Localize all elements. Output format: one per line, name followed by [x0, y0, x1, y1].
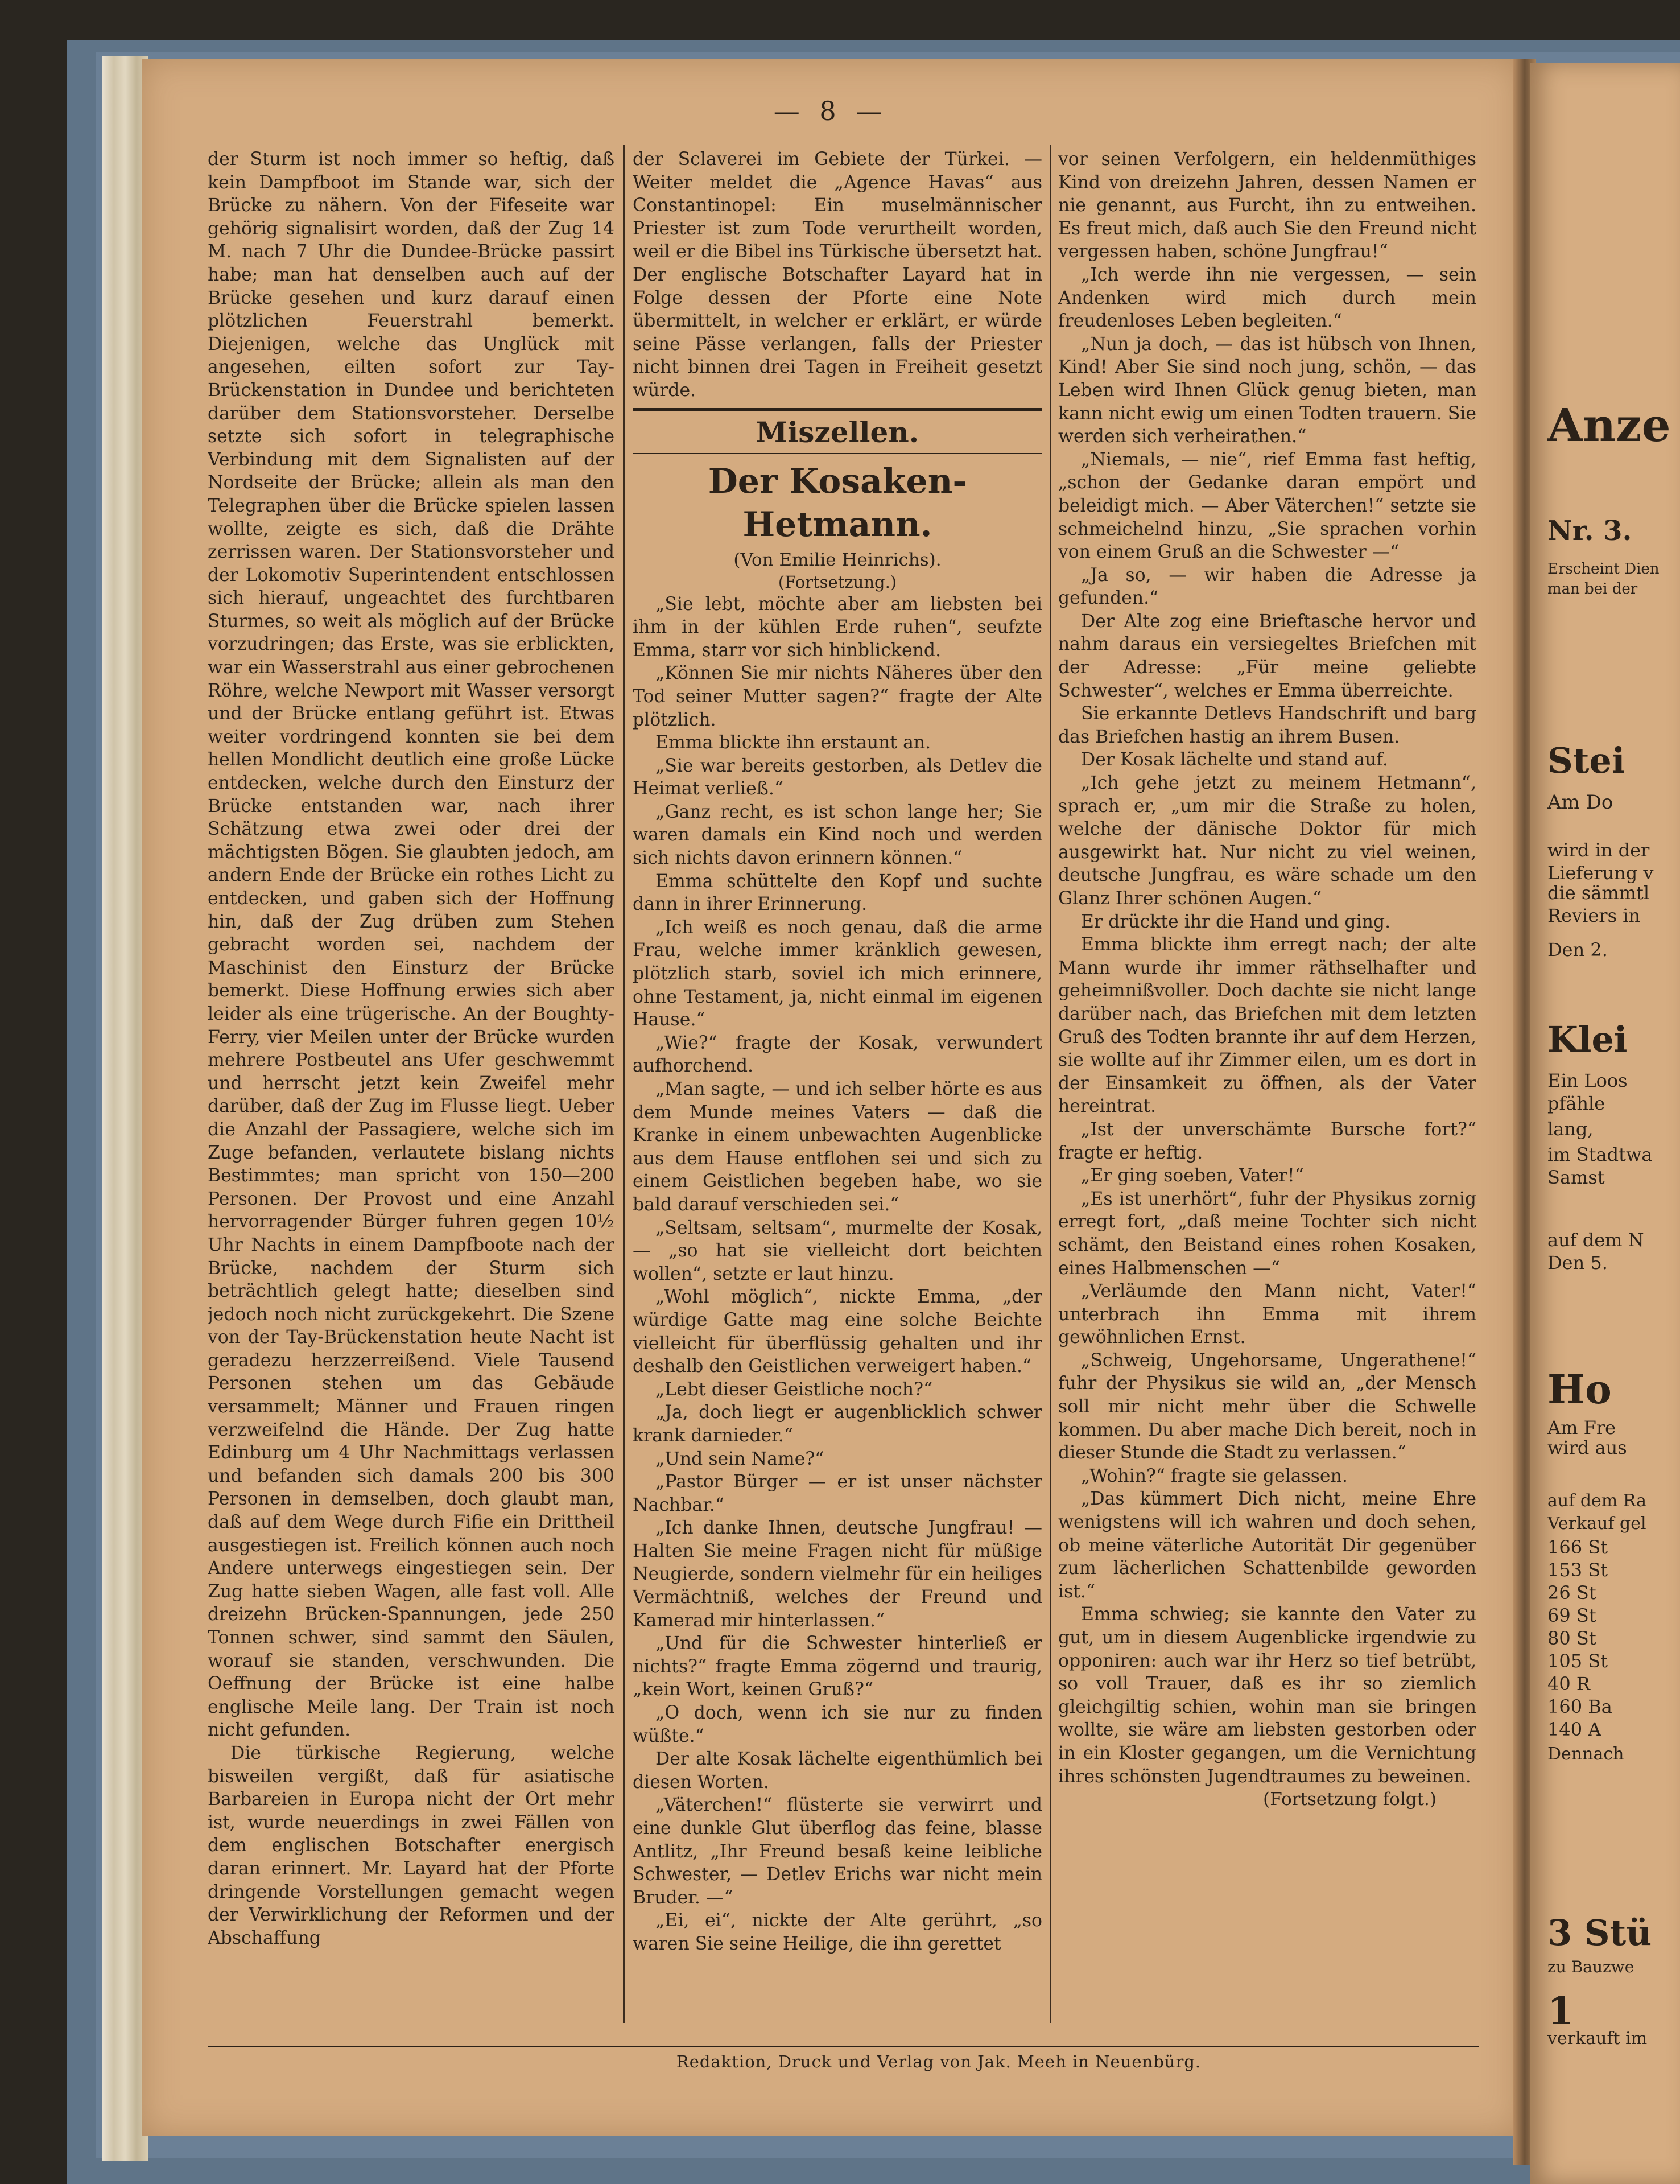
story-paragraph: vor seinen Verfolgern, ein heldenmüthiges Kind von dreizehn Jahren, dessen Namen er nie genannt, aus Furcht, ihn zu entweihen. Es freut mich, daß auch Sie den Freund nicht vergessen haben, schöne Jungfrau!“ [1058, 149, 1476, 262]
continued-note: (Fortsetzung folgt.) [1263, 1789, 1437, 1810]
facing-page-line: 69 St [1547, 1605, 1596, 1626]
footer-rule [208, 2046, 1479, 2047]
facing-page-line: Nr. 3. [1547, 515, 1632, 547]
facing-page-line: 26 St [1547, 1582, 1596, 1604]
story-paragraph: Emma blickte ihn erstaunt an. [655, 732, 931, 753]
story-continuation-note: (Fortsetzung.) [778, 572, 897, 592]
story-paragraph: „Ei, ei“, nickte der Alte gerührt, „so waren Sie seine Heilige, die ihn gerettet [633, 1910, 1042, 1954]
section-heading: Miszellen. [756, 415, 919, 449]
facing-page-line: Stei [1547, 740, 1625, 781]
facing-page-line: man bei der [1547, 580, 1638, 597]
facing-page-line: 153 St [1547, 1559, 1608, 1581]
facing-page-line: im Stadtwa [1547, 1144, 1653, 1165]
facing-page-line: Samst [1547, 1167, 1605, 1188]
story-paragraph: „Verläumde den Mann nicht, Vater!“ unterbrach ihn Emma mit ihrem gewöhnlichen Ernst. [1058, 1281, 1476, 1348]
facing-page-line: Am Fre [1547, 1417, 1616, 1439]
story-paragraph: Emma blickte ihm erregt nach; der alte Mann wurde ihr immer räthselhafter und geheimnißvoller. Doch dachte sie nicht lange darüber nach, das Briefchen mit dem letzten Gruß des Todten brannte ihr auf dem Herzen, sie wollte auf ihr Zimmer eilen, um es dort in der Einsamkeit zu öffnen, als der Vater hereintrat. [1058, 934, 1476, 1117]
story-paragraph: „Schweig, Ungehorsame, Ungerathene!“ fuhr der Physikus sie wild an, „der Mensch soll mir nicht mehr über die Schwelle kommen. Du aber mache Dich bereit, noch in dieser Stunde die Stadt zu verlassen.“ [1058, 1350, 1476, 1464]
facing-page-line: Anze [1547, 398, 1671, 452]
story-paragraph: „Wie?“ fragte der Kosak, verwundert aufhorchend. [633, 1032, 1042, 1077]
story-paragraph: „Das kümmert Dich nicht, meine Ehre wenigstens will ich wahren und doch sehen, ob meine väterliche Autorität Dir gegenüber zum lächerlichen Schattenbilde geworden ist.“ [1058, 1489, 1476, 1602]
facing-page-line: 80 St [1547, 1627, 1596, 1649]
story-paragraph: „Ich werde ihn nie vergessen, — sein Andenken wird mich durch mein freudenloses Leben begleiten.“ [1058, 264, 1476, 332]
story-paragraph: Der Kosak lächelte und stand auf. [1081, 749, 1388, 770]
story-paragraph: „Sie lebt, möchte aber am liebsten bei ihm in der kühlen Erde ruhen“, seufzte Emma, starr vor sich hinblickend. [633, 594, 1042, 661]
facing-page-line: 40 R [1547, 1673, 1590, 1695]
facing-page-line: 140 A [1547, 1719, 1601, 1740]
facing-page-line: 160 Ba [1547, 1696, 1612, 1717]
facing-page-line: Ein Loos [1547, 1070, 1628, 1091]
story-paragraph: „Ich gehe jetzt zu meinem Hetmann“, sprach er, „um mir die Straße zu holen, welche der dänische Doktor für mich ausgewirkt hat. Nur nicht zu viel weinen, deutsche Jungfrau, es wäre schade um den Glanz Ihrer schönen Augen.“ [1058, 773, 1476, 909]
facing-page-line: wird aus [1547, 1437, 1627, 1458]
facing-page-line: auf dem N [1547, 1229, 1644, 1251]
imprint-footer: Redaktion, Druck und Verlag von Jak. Meeh in Neuenbürg. [676, 2052, 1202, 2071]
story-paragraphs [633, 593, 1042, 1956]
facing-page-line: 105 St [1547, 1650, 1608, 1672]
story-paragraph: „Sie war bereits gestorben, als Detlev die Heimat verließ.“ [633, 755, 1042, 800]
story-paragraph: „Und für die Schwester hinterließ er nichts?“ fragte Emma zögernd und traurig, „kein Wort, keinen Gruß?“ [633, 1633, 1042, 1700]
article-continuation: der Sclaverei im Gebiete der Türkei. — Weiter meldet die „Agence Havas“ aus Constantinopel: Ein muselmännischer Priester ist zum Tode verurtheilt worden, weil er die Bibel ins Türkische übersetzt hat. Der englische Botschafter Layard hat in Folge dessen der Pforte eine Note übermittelt, in welcher er erklärt, er würde seine Pässe verlangen, falls der Priester nicht binnen drei Tagen in Freiheit gesetzt würde. [633, 149, 1042, 401]
story-paragraph: „Wohl möglich“, nickte Emma, „der würdige Gatte mag eine solche Beichte vielleicht für überflüssig gehalten und ihr deshalb den Geistlichen verweigert haben.“ [633, 1287, 1042, 1377]
story-paragraph: „Lebt dieser Geistliche noch?“ [655, 1379, 933, 1400]
article-turkish-government: Die türkische Regierung, welche bisweilen vergißt, daß für asiatische Barbareien in Europa nicht der Ort mehr ist, wurde neuerdings in zwei Fällen von dem englischen Botschafter energisch daran erinnert. Mr. Layard hat der Pforte dringende Vorstellungen gemacht wegen der Verwirklichung der Reformen und der Abschaffung [208, 1742, 614, 1948]
facing-page-line: Dennach [1547, 1744, 1624, 1764]
story-paragraph: „Wohin?“ fragte sie gelassen. [1081, 1465, 1348, 1486]
facing-page-line: verkauft im [1547, 2029, 1648, 2049]
column-2 [633, 148, 1042, 2060]
section-rule [633, 408, 1042, 411]
story-paragraph: Der alte Kosak lächelte eigenthümlich bei diesen Worten. [633, 1749, 1042, 1792]
facing-page-line: Verkauf gel [1547, 1514, 1646, 1534]
story-paragraph: „Man sagte, — und ich selber hörte es aus dem Munde meines Vaters — daß die Kranke in einem unbewachten Augenblicke aus dem Hause entflohen sei und sich zu einem Geistlichen begeben habe, wo sie bald darauf verschieden sei.“ [633, 1079, 1042, 1215]
story-paragraph: Er drückte ihr die Hand und ging. [1081, 911, 1391, 932]
column-1 [208, 148, 614, 2060]
facing-page-line: zu Bauzwe [1547, 1958, 1634, 1976]
story-paragraph: „Ich danke Ihnen, deutsche Jungfrau! — Halten Sie meine Fragen nicht für müßige Neugierde, sondern vielmehr für ein heiliges Vermächtniß, welches der Freund und Kamerad mir hinterlassen.“ [633, 1518, 1042, 1631]
facing-page-line: Den 5. [1547, 1252, 1608, 1274]
story-paragraph: „Ganz recht, es ist schon lange her; Sie waren damals ein Kind noch und werden sich nichts davon erinnern können.“ [633, 801, 1042, 869]
story-paragraph: „Und sein Name?“ [655, 1448, 824, 1469]
facing-page-line: lang, [1547, 1118, 1594, 1140]
page-number: — 8 — [773, 96, 888, 126]
story-paragraph: „Niemals, — nie“, rief Emma fast heftig, „schon der Gedanke daran empört und beleidigt mich. — Aber Väterchen!“ setzte sie schmeichelnd hinzu, „Sie sprachen vorhin von einem Gruß an die Schwester —“ [1058, 449, 1476, 563]
facing-page-line: Reviers in [1547, 905, 1641, 926]
story-paragraph: „O doch, wenn ich sie nur zu finden wüßte.“ [633, 1703, 1042, 1746]
story-paragraph: „Es ist unerhört“, fuhr der Physikus zornig erregt fort, „daß meine Tochter sich nicht schämt, den Beistand eines rohen Kosaken, eines Halbmenschen —“ [1058, 1188, 1476, 1279]
story-paragraph: „Ja so, — wir haben die Adresse ja gefunden.“ [1058, 564, 1476, 609]
article-tay-bridge: der Sturm ist noch immer so heftig, daß kein Dampfboot im Stande war, sich der Brücke zu nähern. Von der Fifeseite war gehörig signalisirt worden, daß der Zug 14 M. nach 7 Uhr die Dundee-Brücke passirt habe; man hat denselben auch auf der Brücke gesehen und kurz darauf einen plötzlichen Feuerstrahl bemerkt. Diejenigen, welche das Unglück mit angesehen, eilten sofort zur Tay-Brückenstation in Dundee und berichteten darüber dem Stationsvorsteher. Derselbe setzte sich sofort in telegraphische Verbindung mit dem Signalisten auf der Nordseite der Brücke; allein als man den Telegraphen über die Brücke spielen lassen wollte, zeigte es sich, daß die Drähte zerrissen waren. Der Stationsvorsteher und der Lokomotiv Superintendent entschlossen sich hierauf, ungeachtet des furchtbaren Sturmes, so weit als möglich auf der Brücke vorzudringen; das Erste, was sie erblickten, war ein Wasserstrahl aus einer gebrochenen Röhre, welche Newport mit Wasser versorgt und der Brücke entlang geführt ist. Etwas weiter vordringend konnten sie bei dem hellen Mondlicht deutlich eine große Lücke entdecken, welche durch den Einsturz der Brücke entstanden war, nach ihrer Schätzung etwa zwei oder drei der mächtigsten Bögen. Sie glaubten jedoch, am andern Ende der Brücke ein rothes Licht zu entdecken, und gaben sich der Hoffnung hin, daß der Zug drüben zum Stehen gebracht worden sei, nachdem der Maschinist den Einsturz der Brücke bemerkt. Diese Hoffnung erwies sich aber leider als eine trügerische. An der Boughty-Ferry, vier Meilen unter der Brücke wurden mehrere Postbeutel ans Ufer geschwemmt und herrscht jetzt kein Zweifel mehr darüber, daß der Zug im Flusse liegt. Ueber die Anzahl der Passagiere, welche sich im Zuge befanden, verlautete bislang nichts Bestimmtes; man spricht von 150—200 Personen. Der Provost und eine Anzahl hervorragender Bürger fuhren gegen 10½ Uhr Nachts in einem Dampfboote nach der Brücke, nachdem der Sturm sich beträchtlich gelegt hatte; dieselben sind jedoch noch nicht zurückgekehrt. Die Szene von der Tay-Brückenstation heute Nacht ist geradezu herzzerreißend. Viele Tausend Personen stehen um das Gebäude versammelt; Männer und Frauen ringen verzweifelnd die Hände. Der Zug hatte Edinburg um 4 Uhr Nachmittags verlassen und befanden sich damals 200 bis 300 Personen in demselben, doch glaubt man, daß auf dem Wege durch Fifie ein Drittheil ausgestiegen ist. Freilich können auch noch Andere unterwegs eingestiegen sein. Der Zug hatte sieben Wagen, alle fast voll. Alle dreizehn Brücken-Spannungen, jede 250 Tonnen schwer, sind sammt den Säulen, worauf sie standen, verschwunden. Die Oeffnung der Brücke ist eine halbe englische Meile lang. Der Train ist noch nicht gefunden. [208, 149, 614, 1741]
story-paragraph: „Ja, doch liegt er augenblicklich schwer krank darnieder.“ [633, 1402, 1042, 1446]
story-paragraph: „Ich weiß es noch genau, daß die arme Frau, welche immer kränklich gewesen, plötzlich starb, soviel ich mich erinnere, ohne Testament, ja, nicht einmal im eigenen Hause.“ [633, 917, 1042, 1031]
facing-page-line: Lieferung v [1547, 862, 1654, 884]
page-stack-edge [102, 56, 148, 2161]
story-paragraph: „Nun ja doch, — das ist hübsch von Ihnen, Kind! Aber Sie sind noch jung, schön, — das Leben wird Ihnen Glück genug bieten, man kann nicht ewig um einen Todten trauern. Sie werden sich verheirathen.“ [1058, 333, 1476, 447]
story-paragraph: Sie erkannte Detlevs Handschrift und barg das Briefchen hastig an ihrem Busen. [1058, 703, 1476, 747]
facing-page-line: auf dem Ra [1547, 1491, 1646, 1511]
story-paragraph: „Können Sie mir nichts Näheres über den Tod seiner Mutter sagen?“ fragte der Alte plötzlich. [633, 663, 1042, 730]
facing-page-line: 166 St [1547, 1536, 1608, 1558]
story-paragraph: „Er ging soeben, Vater!“ [1081, 1165, 1304, 1186]
story-paragraph: „Seltsam, seltsam“, murmelte der Kosak, — „so hat sie vielleicht dort beichten wollen“, setzte er laut hinzu. [633, 1217, 1042, 1284]
story-paragraph: „Ist der unverschämte Bursche fort?“ fragte er heftig. [1058, 1119, 1476, 1163]
column-divider-1 [623, 145, 625, 2023]
facing-page-line: Am Do [1547, 791, 1613, 814]
section-rule-thin [633, 453, 1042, 454]
story-paragraph: Emma schüttelte den Kopf und suchte dann in ihrer Erinnerung. [633, 871, 1042, 915]
column-divider-2 [1050, 145, 1051, 2023]
story-byline: (Von Emilie Heinrichs). [733, 549, 942, 570]
facing-page-line: Erscheint Dien [1547, 561, 1660, 578]
story-title: Der Kosaken-Hetmann. [708, 461, 967, 545]
facing-page-line: pfähle [1547, 1093, 1605, 1114]
facing-page-line: wird in der [1547, 839, 1650, 861]
facing-page-line: Klei [1547, 1019, 1628, 1060]
story-paragraph: „Pastor Bürger — er ist unser nächster Nachbar.“ [633, 1472, 1042, 1515]
story-paragraph: Der Alte zog eine Brieftasche hervor und nahm daraus ein versiegeltes Briefchen mit der Adresse: „Für meine geliebte Schwester“, welches er Emma überreichte. [1058, 611, 1476, 701]
facing-page-line: Den 2. [1547, 939, 1608, 961]
facing-page-line: 1 [1547, 1989, 1574, 2033]
facing-page-line: Ho [1547, 1366, 1612, 1413]
story-paragraph: „Väterchen!“ flüsterte sie verwirrt und eine dunkle Glut überflog das feine, blasse Antlitz, „Ihr Freund besaß keine leibliche Schwester, — Detlev Erichs war nicht mein Bruder. —“ [633, 1795, 1042, 1908]
facing-page-line: die sämmtl [1547, 882, 1650, 904]
story-paragraph: Emma schwieg; sie kannte den Vater zu gut, um in diesem Augenblicke irgendwie zu opponiren: auch war ihr Herz so tief betrübt, so voll Trauer, daß es ihr so ziemlich gleichgiltig schien, wohin man sie bringen wollte, sie wäre am liebsten gestorben oder in ein Kloster gegangen, um die Vernichtung ihres schönsten Jugendtraumes zu beweinen. [1058, 1604, 1476, 1787]
column-3 [1058, 148, 1476, 2060]
facing-page-line: 3 Stü [1547, 1912, 1652, 1954]
